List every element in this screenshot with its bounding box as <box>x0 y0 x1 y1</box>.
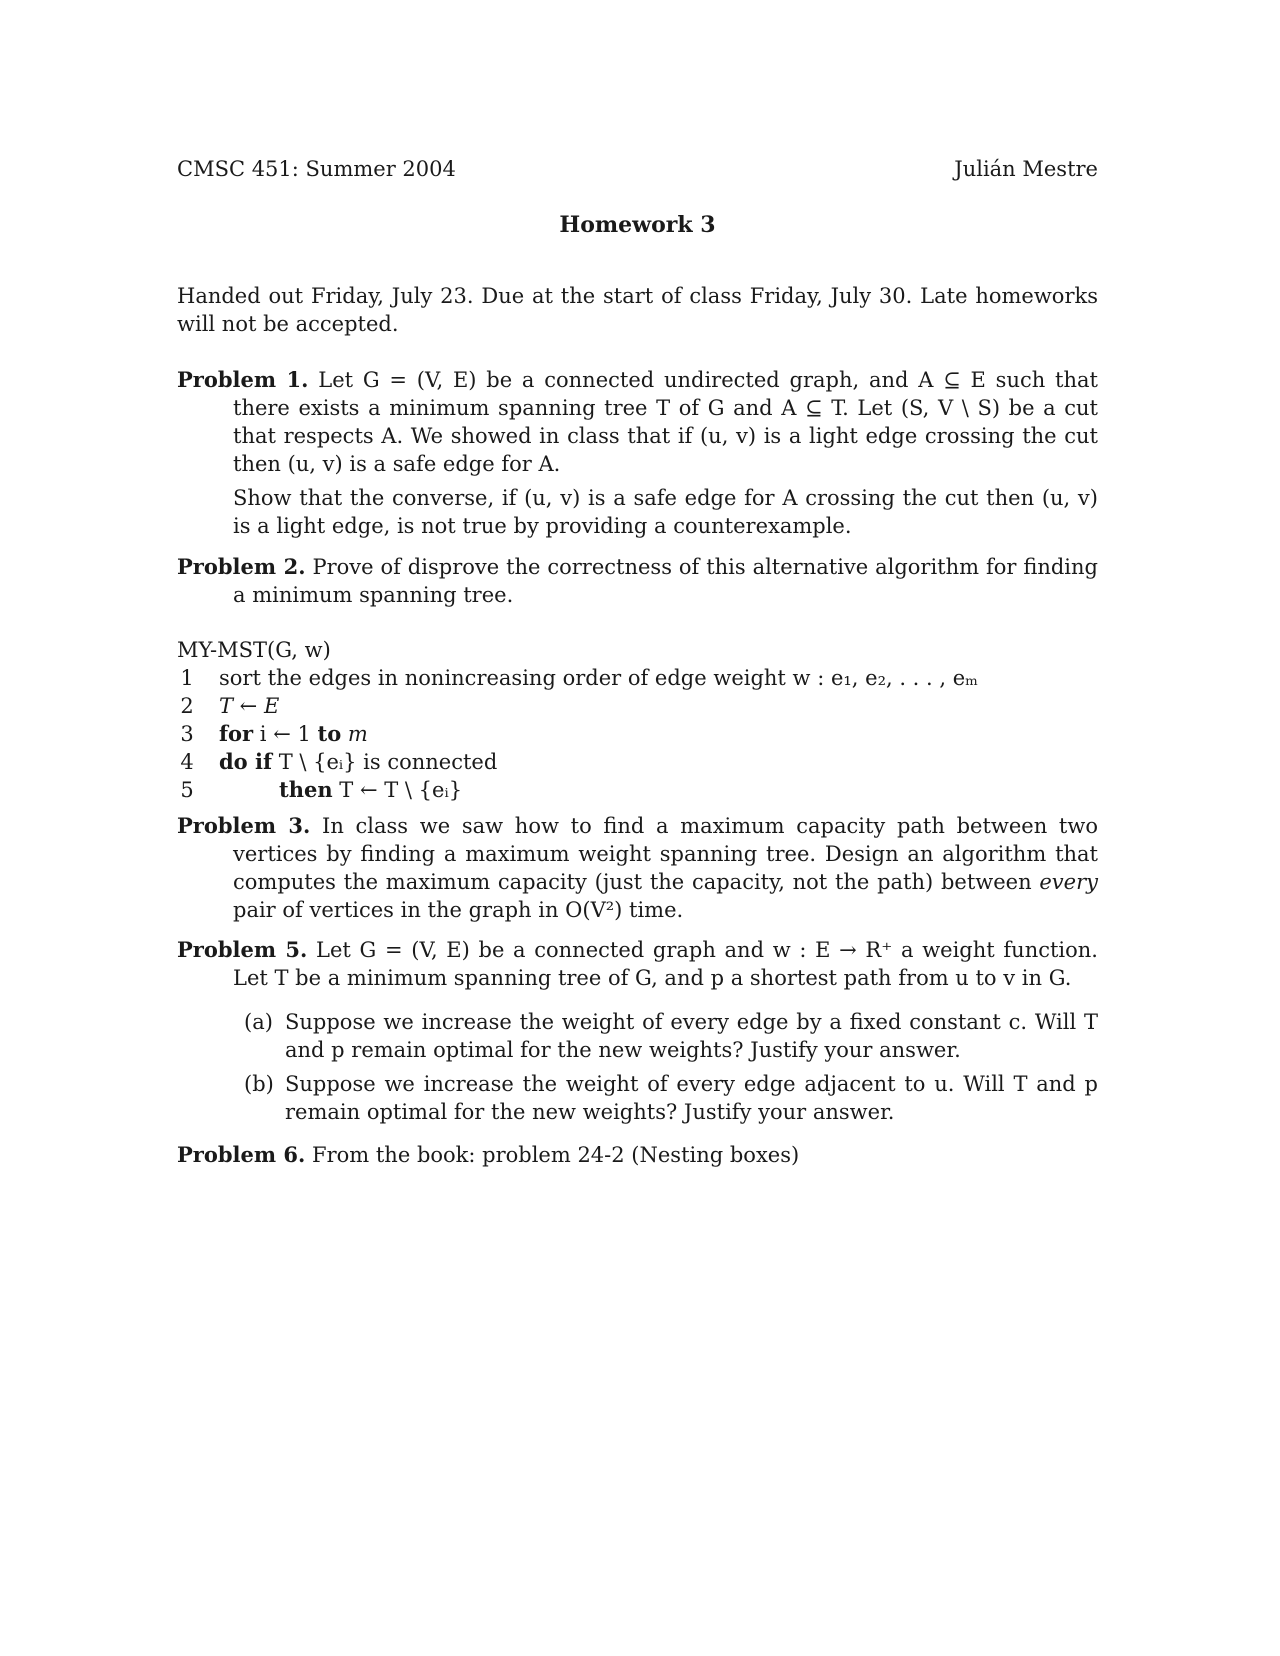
problem-5-text: Let G = (V, E) be a connected graph and w : E → R⁺ a weight function. Let T be a minimum spanning tree of G, and p a shortest path from u to v in G. <box>233 938 1098 990</box>
line-code: sort the edges in nonincreasing order of edge weight w : e₁, e₂, . . . , eₘ <box>219 666 979 690</box>
assignment: T ← T \ {eᵢ} <box>339 778 463 802</box>
line-code <box>279 776 462 804</box>
condition: T \ {eᵢ} is connected <box>278 750 498 774</box>
line-number: 4 <box>180 750 194 774</box>
algorithm-line <box>177 748 1098 776</box>
line-code <box>219 720 368 748</box>
algorithm-line <box>177 664 1098 692</box>
algorithm-line <box>177 692 1098 720</box>
line-code <box>219 748 497 776</box>
intro-paragraph: Handed out Friday, July 23. Due at the start of class Friday, July 30. Late homeworks will not be accepted. <box>177 284 1098 336</box>
algorithm-line <box>177 720 1098 748</box>
algorithm-line <box>177 776 1098 804</box>
course-title: CMSC 451: Summer 2004 <box>177 157 456 181</box>
problem-5-part-b <box>244 1070 1098 1126</box>
problem-3-emphasis: every <box>1039 870 1098 894</box>
problem-1-text: Let G = (V, E) be a connected undirected graph, and A ⊆ E such that there exists a minimum spanning tree T of G and A ⊆ T. Let (S, V \ S) be a cut that respects A. We showed in class that if (u, v) is a light edge crossing the cut then (u, v) is a safe edge for A. <box>233 368 1098 476</box>
page-header <box>177 155 1098 183</box>
loop-init: i ← 1 <box>259 722 311 746</box>
keyword-to: to <box>317 721 342 746</box>
problem-5-label: Problem 5. <box>177 937 308 962</box>
line-number: 2 <box>180 694 194 718</box>
problem-6-text: From the book: problem 24-2 (Nesting boxes) <box>312 1143 800 1167</box>
part-a-text: Suppose we increase the weight of every edge by a fixed constant c. Will T and p remain optimal for the new weights? Justify your answer. <box>285 1010 1098 1062</box>
part-a-label: (a) <box>244 1010 273 1034</box>
problem-2-text: Prove of disprove the correctness of this alternative algorithm for finding a minimum spanning tree. <box>233 555 1098 607</box>
line-number: 3 <box>180 722 194 746</box>
problem-3-label: Problem 3. <box>177 813 311 838</box>
document-title: Homework 3 <box>559 212 716 238</box>
line-code: T ← E <box>219 694 280 718</box>
problem-6-label: Problem 6. <box>177 1142 306 1167</box>
author-name: Julián Mestre <box>954 157 1098 181</box>
problem-1-label: Problem 1. <box>177 367 309 392</box>
line-number: 5 <box>180 778 194 802</box>
part-b-text: Suppose we increase the weight of every edge adjacent to u. Will T and p remain optimal for the new weights? Justify your answer. <box>285 1072 1098 1124</box>
keyword-for: for <box>219 721 254 746</box>
problem-3-text-end: pair of vertices in the graph in O(V²) time. <box>233 898 684 922</box>
keyword-then: then <box>279 777 333 802</box>
problem-1 <box>177 366 1098 540</box>
keyword-do-if: do if <box>219 749 273 774</box>
part-b-label: (b) <box>244 1072 274 1096</box>
problem-3-text: In class we saw how to find a maximum capacity path between two vertices by finding a maximum weight spanning tree. Design an algorithm that computes the maximum capacity (just the capacity, not the path) between <box>233 814 1098 894</box>
problem-5 <box>177 936 1098 992</box>
algorithm-block <box>177 636 1098 804</box>
problem-1-text2: Show that the converse, if (u, v) is a safe edge for A crossing the cut then (u, v) is a light edge, is not true by providing a counterexample. <box>233 486 1098 538</box>
problem-5-part-a <box>244 1008 1098 1064</box>
problem-2-label: Problem 2. <box>177 554 306 579</box>
problem-6 <box>177 1141 1098 1169</box>
problem-2 <box>177 553 1098 609</box>
algorithm-name: MY-MST(G, w) <box>177 638 331 662</box>
loop-bound: m <box>347 722 368 746</box>
problem-3 <box>177 812 1098 924</box>
line-number: 1 <box>180 666 194 690</box>
